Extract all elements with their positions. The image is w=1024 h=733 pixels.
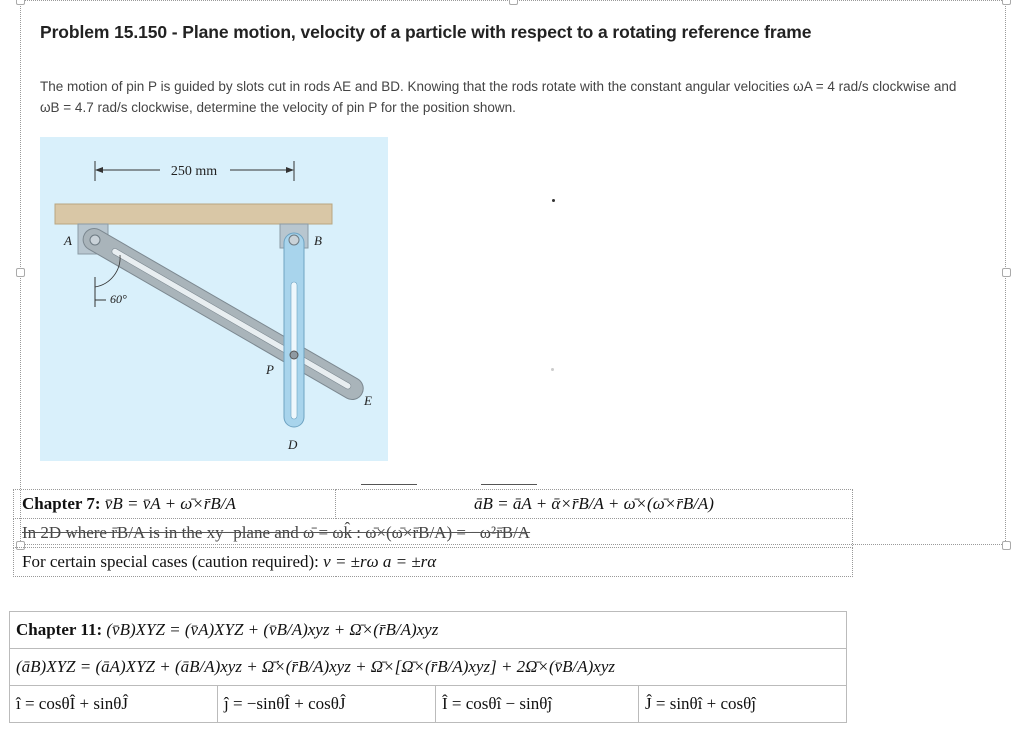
problem-title: Problem 15.150 - Plane motion, velocity of a particle with respect to a rotating reference frame — [40, 22, 812, 42]
resize-handle-mid-right[interactable] — [1002, 268, 1011, 277]
chapter7-label: Chapter 7: — [22, 494, 101, 513]
mechanism-figure — [40, 137, 388, 461]
chapter11-velocity-eq: (v̄B)XYZ = (v̄A)XYZ + (v̄B/A)xyz + Ω̄×(r̄B/A)xyz — [106, 620, 439, 639]
dimension-label: 250 mm — [170, 164, 218, 179]
chapter7-special-eqs: v = ±rω a = ±rα — [323, 552, 437, 571]
chapter7-velocity-eq: v̄B = v̄A + ω̄×r̄B/A — [104, 494, 236, 513]
chapter11-label: Chapter 11: — [16, 620, 103, 639]
resize-handle-top-center[interactable] — [509, 0, 518, 5]
mechanism-diagram — [40, 137, 388, 461]
unit-vector-j: ĵ = −sinθÎ + cosθĴ — [224, 694, 346, 713]
stray-dot-faint — [551, 368, 554, 371]
chapter7-special-cases: For certain special cases (caution required): — [22, 552, 319, 571]
problem-description: The motion of pin P is guided by slots cut in rods AE and BD. Knowing that the rods rotate with the constant angular velocities ωA = 4 rad/s clockwise and ωB = 4.7 rad/s clockwise, determine the velocity of pin P for the position shown. — [40, 79, 957, 115]
resize-handle-top-left[interactable] — [16, 0, 25, 5]
unit-vector-I: Î = cosθî − sinθĵ — [442, 694, 553, 713]
chapter7-equations-table — [13, 489, 853, 577]
label-D: D — [288, 437, 298, 452]
stray-line-left — [361, 484, 417, 485]
resize-handle-top-right[interactable] — [1002, 0, 1011, 5]
resize-handle-mid-left[interactable] — [16, 268, 25, 277]
label-A: A — [64, 233, 72, 248]
label-E: E — [364, 393, 372, 408]
resize-handle-bottom-right[interactable] — [1002, 541, 1011, 550]
angle-label: 60° — [110, 292, 127, 306]
chapter7-2d-note: In 2D where r̄B/A is in the xy−plane and ω̄ = ωk̂ : ω̄×(ω̄×r̄B/A) = −ω²r̄B/A — [22, 523, 531, 542]
stray-dot — [552, 199, 555, 202]
stray-line-right — [481, 484, 537, 485]
unit-vector-J: Ĵ = sinθî + cosθĵ — [645, 694, 757, 713]
chapter11-equations-table — [9, 611, 847, 723]
chapter11-accel-eq: (āB)XYZ = (āA)XYZ + (āB/A)xyz + Ω̄̇×(r̄B/A)xyz + Ω̄×[Ω̄×(r̄B/A)xyz] + 2Ω̄×(v̄B/A)xyz — [16, 657, 616, 676]
label-B: B — [314, 233, 322, 248]
chapter7-accel-eq: āB = āA + ᾱ×r̄B/A + ω̄×(ω̄×r̄B/A) — [474, 494, 714, 513]
label-P: P — [266, 362, 274, 377]
unit-vector-i: î = cosθÎ + sinθĴ — [16, 694, 128, 713]
